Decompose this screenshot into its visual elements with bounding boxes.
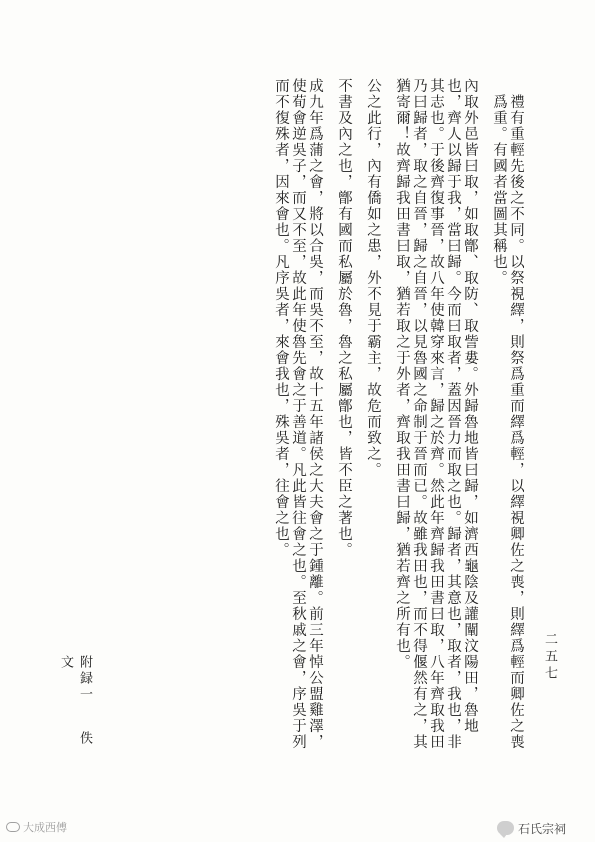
watermark-left-text: 大成西傅 (23, 821, 67, 834)
running-header (60, 655, 94, 755)
paragraph: 內取外邑皆曰取，如取鄫、取防、取訾婁。外歸魯地皆曰歸，如濟西龜陰及讙闡汶陽田，魯地也，齊人以歸于我，當曰歸。今而曰取者，蓋因晉力而取之也。歸者，其意也，取者，我也，非其志也。于後齊復事晉，故八年使韓穿來言，歸之於齊。然此年齊歸我田書曰取，八年齊取我田乃曰歸者，取之自晉，歸之自晉，以見魯國之命制于晉而已。故雖我田也，而不得偃然有之，其猶寄爾！故齊歸我田書曰取，猶若取之于外者，齊取我田書曰歸，猶若齊之所有也。 (394, 78, 478, 750)
watermark-right-text: 石氏宗祠 (518, 821, 567, 836)
paragraph: 不書及內之也，鄫有國而私屬於魯，魯之私屬鄫也，皆不臣之著也。 (336, 78, 352, 558)
paragraph: 禮有重輕先後之不同。以祭視繹，則祭爲重而繹爲輕，以繹視卿佐之喪，則繹爲輕而卿佐之喪爲重。有國者當圖其稱也。 (491, 94, 524, 750)
watermark-logo-icon (6, 822, 20, 832)
wechat-icon (497, 821, 514, 835)
document-body (104, 62, 524, 752)
header-section: 附録一 (77, 655, 92, 703)
paragraph: 成九年爲蒲之會，將以合吳，而吳不至，故十五年諸侯之大夫會之于鍾離。前三年悼公盟雞澤，使荀會逆吳子，而又不至，故此年使魯先會之于善道。凡此皆往會之也。至秋戚之會，序吳于列而不復殊者，因來會也。凡序吳者，來會我也，殊吳者，往會之也。 (273, 78, 323, 750)
paragraph: 公之此行，內有僑如之患，外不見于霸主，故危而致之。 (365, 78, 381, 478)
watermark-left (6, 818, 116, 836)
watermark-right (497, 818, 589, 838)
page-number: 二五七 (542, 632, 557, 683)
header-title: 佚文 (58, 655, 92, 748)
